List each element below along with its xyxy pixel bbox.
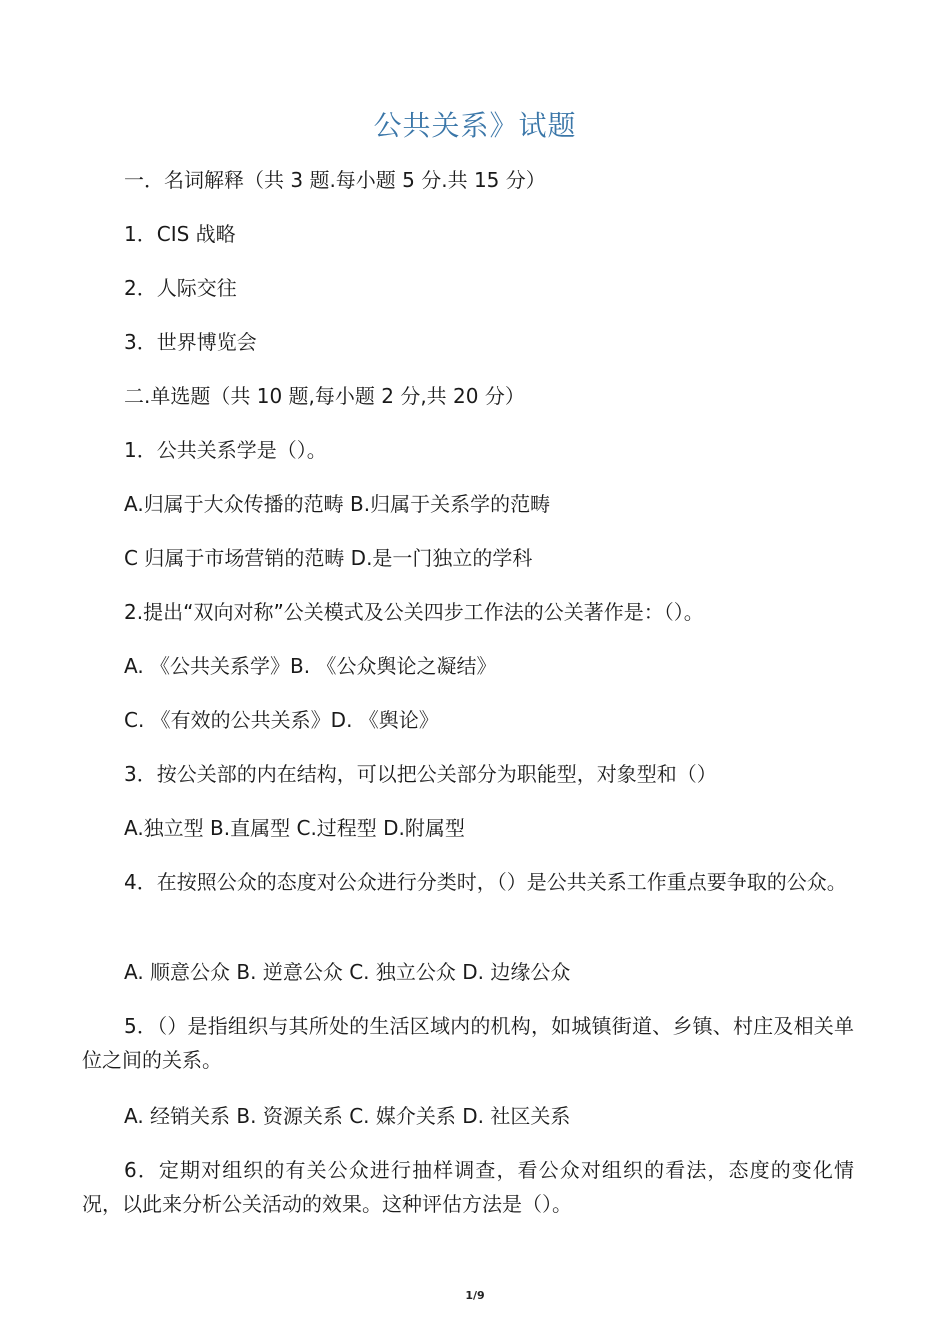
term-item-3: 3．世界博览会 bbox=[124, 330, 257, 354]
question-4-stem: 4．在按照公众的态度对公众进行分类时，（）是公共关系工作重点要争取的公众。 bbox=[124, 870, 847, 894]
question-2-options-cd: C. 《有效的公共关系》D. 《舆论》 bbox=[124, 708, 439, 732]
question-2-options-ab: A. 《公共关系学》B. 《公众舆论之凝结》 bbox=[124, 654, 497, 678]
question-2-stem: 2.提出“双向对称”公关模式及公关四步工作法的公关著作是：（）。 bbox=[124, 600, 704, 624]
question-1-options-cd: C 归属于市场营销的范畴 D.是一门独立的学科 bbox=[124, 546, 533, 570]
question-5-options: A. 经销关系 B. 资源关系 C. 媒介关系 D. 社区关系 bbox=[124, 1104, 571, 1128]
question-3-options: A.独立型 B.直属型 C.过程型 D.附属型 bbox=[124, 816, 465, 840]
question-4-options: A. 顺意公众 B. 逆意公众 C. 独立公众 D. 边缘公众 bbox=[124, 960, 571, 984]
section2-heading: 二.单选题（共 10 题,每小题 2 分,共 20 分） bbox=[124, 384, 525, 408]
question-6-stem: 6．定期对组织的有关公众进行抽样调查，看公众对组织的看法，态度的变化情况，以此来分析公关活动的效果。这种评估方法是（）。 bbox=[82, 1158, 854, 1216]
section1-heading: 一．名词解释（共 3 题.每小题 5 分.共 15 分） bbox=[124, 168, 546, 192]
question-1-stem: 1．公共关系学是（）。 bbox=[124, 438, 327, 462]
term-item-2: 2．人际交往 bbox=[124, 276, 237, 300]
term-item-1: 1．CIS 战略 bbox=[124, 222, 236, 246]
question-3-stem: 3．按公关部的内在结构，可以把公关部分为职能型，对象型和（） bbox=[124, 762, 717, 786]
document-title: 公共关系》试题 bbox=[373, 109, 577, 142]
question-5-stem: 5．（）是指组织与其所处的生活区域内的机构，如城镇街道、乡镇、村庄及相关单位之间的关系。 bbox=[82, 1014, 854, 1072]
question-1-options-ab: A.归属于大众传播的范畴 B.归属于关系学的范畴 bbox=[124, 492, 551, 516]
page-number: 1/9 bbox=[465, 1289, 485, 1302]
